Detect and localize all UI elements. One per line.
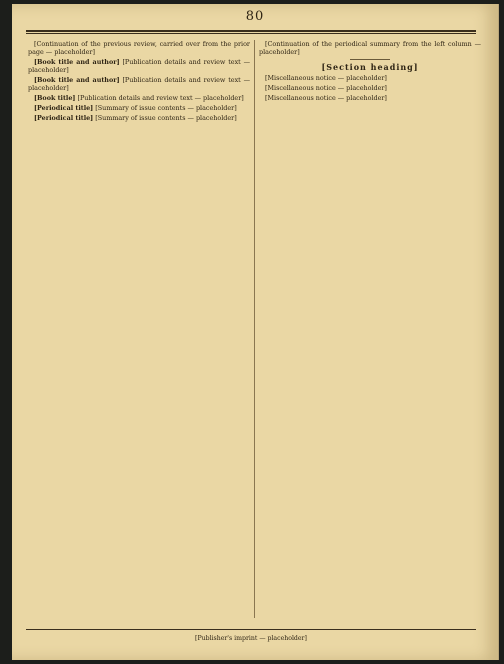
entry-text: [Publication details and review text — placeholder] bbox=[77, 94, 244, 103]
entry bbox=[259, 84, 481, 92]
entry bbox=[28, 58, 250, 74]
entry bbox=[28, 76, 250, 92]
section-heading: [Section heading] bbox=[321, 62, 419, 73]
entry bbox=[28, 94, 250, 102]
entry-heading: [Book title and author] bbox=[34, 58, 120, 67]
column-divider bbox=[254, 40, 255, 618]
entry-text: [Continuation of the previous review, carried over from the prior page — placeholder] bbox=[28, 40, 250, 57]
entry-text: [Summary of issue contents — placeholder] bbox=[95, 104, 237, 113]
entry bbox=[28, 104, 250, 112]
entry bbox=[259, 40, 481, 56]
section-entries bbox=[259, 74, 481, 102]
entry-text: [Publication details and review text — placeholder] bbox=[28, 58, 250, 75]
page-number: 80 bbox=[245, 9, 265, 24]
entry-text: [Continuation of the periodical summary from the left column — placeholder] bbox=[259, 40, 481, 57]
header-rule bbox=[26, 30, 476, 32]
publisher-imprint: [Publisher's imprint — placeholder] bbox=[195, 635, 307, 642]
entry-text: [Publication details and review text — placeholder] bbox=[28, 76, 250, 93]
entry-text: [Miscellaneous notice — placeholder] bbox=[265, 74, 387, 83]
entry bbox=[259, 74, 481, 82]
right-column-continuation bbox=[259, 40, 481, 56]
entry-text: [Summary of issue contents — placeholder] bbox=[95, 114, 237, 123]
left-column bbox=[28, 40, 250, 618]
entry-heading: [Periodical title] bbox=[34, 104, 94, 113]
entry bbox=[259, 94, 481, 102]
right-column bbox=[259, 40, 481, 618]
entry-heading: [Book title and author] bbox=[34, 76, 120, 85]
header-rule-thin bbox=[26, 33, 476, 34]
entry-heading: [Periodical title] bbox=[34, 114, 94, 123]
section-rule bbox=[350, 59, 390, 60]
entry-heading: [Book title] bbox=[34, 94, 76, 103]
entry bbox=[28, 114, 250, 122]
entry-text: [Miscellaneous notice — placeholder] bbox=[265, 84, 387, 93]
entry bbox=[28, 40, 250, 56]
footer-rule bbox=[26, 629, 476, 630]
journal-page bbox=[12, 4, 499, 660]
entry-text: [Miscellaneous notice — placeholder] bbox=[265, 94, 387, 103]
